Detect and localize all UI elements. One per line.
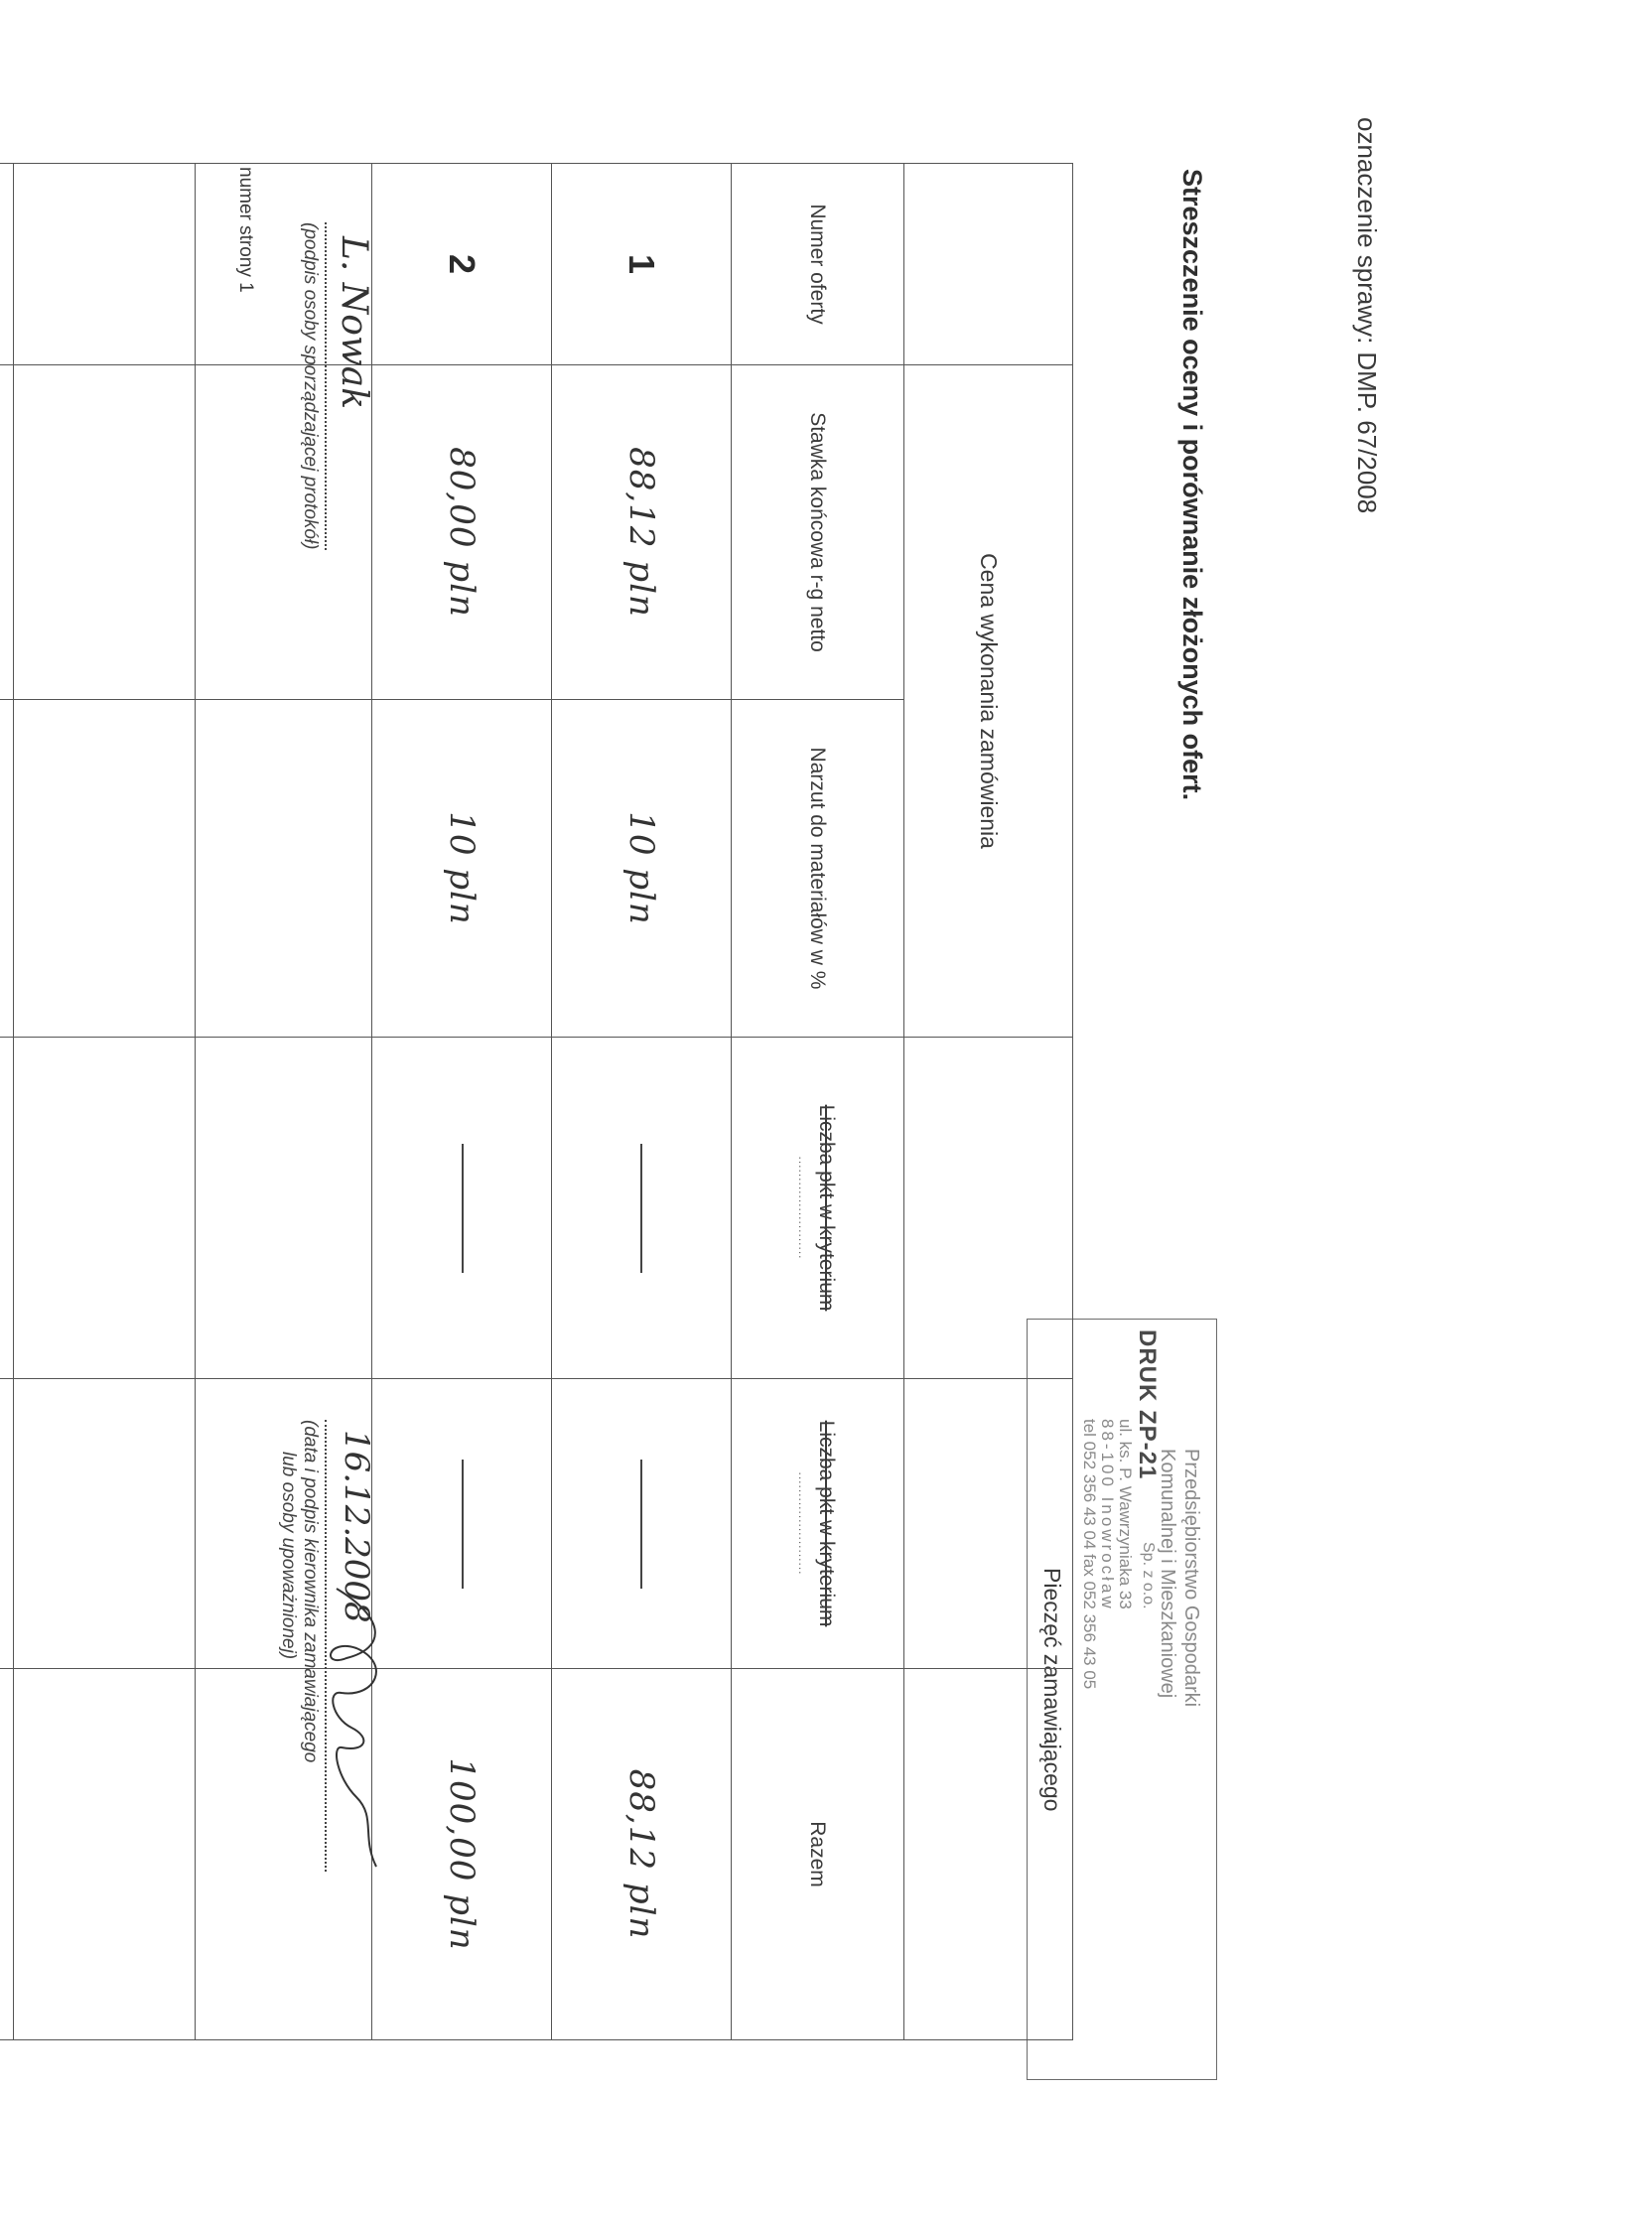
preparer-handwriting: L. Nowak: [334, 236, 374, 410]
table-row-empty: [0, 164, 14, 2040]
group-header-price: Cena wykonania zamówienia: [903, 365, 1072, 1038]
offer-2-total: 100,00 pln: [372, 1669, 552, 2040]
offer-1-total: 88,12 pln: [552, 1669, 732, 2040]
offers-table: [0, 163, 1073, 2040]
offer-1-rate: 88,12 pln: [552, 365, 732, 700]
offer-2-markup: 10 pln: [372, 700, 552, 1038]
header-total: Razem: [731, 1669, 903, 2040]
stamp-line-2: Komunalnej i Mieszkaniowej: [1157, 1449, 1178, 1699]
offer-2-criterion-2: [372, 1379, 552, 1669]
stamp-form-code: DRUK ZP-21: [1134, 1329, 1161, 1480]
table-row: [552, 164, 732, 2040]
offer-1-markup: 10 pln: [552, 700, 732, 1038]
table-group-row: [903, 164, 1072, 2040]
header-markup: Narzut do materiałów w %: [731, 700, 903, 1038]
criterion-2-label: Liczba pkt w kryterium: [815, 1420, 839, 1627]
offer-1-criterion-1: [552, 1038, 732, 1379]
offer-2-number: 2: [372, 164, 552, 365]
stamp-address-2: 88-100 Inowrocław: [1098, 1419, 1117, 1611]
manager-dotted-line: [325, 1420, 327, 1872]
table-row: [372, 164, 552, 2040]
dash-mark: [462, 1144, 464, 1273]
signature-flourish-icon: [317, 1579, 396, 1877]
manager-caption-1: (data i podpis kierownika zamawiającego: [300, 1420, 321, 1763]
manager-date-handwriting: 16.12.2008: [337, 1430, 376, 1623]
criterion-2-dots: ........................: [796, 1471, 811, 1576]
page-number: numer strony 1: [235, 167, 256, 293]
manager-caption-2: lub osoby upoważnionej): [278, 1452, 299, 1660]
criterion-1-label: Liczba pkt w kryterium: [815, 1104, 839, 1312]
header-criterion-1: [731, 1038, 903, 1379]
stamp-caption: Pieczęć zamawiającego: [1039, 1568, 1065, 1812]
stamp-address-1: ul. ks. P. Wawrzyniaka 33: [1116, 1419, 1135, 1609]
header-offer-number: Numer oferty: [731, 164, 903, 365]
header-criterion-2: [731, 1379, 903, 1669]
case-value: DMP. 67/2008: [1352, 351, 1382, 514]
header-final-rate: Stawka końcowa r-g netto: [731, 365, 903, 700]
offer-2-criterion-1: [372, 1038, 552, 1379]
preparer-dotted-line: [325, 222, 327, 550]
stamp-phone: tel 052 356 43 04 fax 052 356 43 05: [1080, 1419, 1099, 1690]
offer-1-criterion-2: [552, 1379, 732, 1669]
dash-mark: [462, 1460, 464, 1589]
stamp-company-suffix: Sp. z o.o.: [1140, 1542, 1157, 1609]
case-reference: [1351, 117, 1382, 513]
offer-1-number: 1: [552, 164, 732, 365]
criterion-1-dots: ........................: [796, 1156, 811, 1260]
table-row-empty: [14, 164, 195, 2040]
table-header-row: [731, 164, 903, 2040]
document-title: Streszczenie oceny i porównanie złożonych ofert.: [1177, 169, 1207, 801]
dash-mark: [640, 1460, 642, 1589]
offer-2-rate: 80,00 pln: [372, 365, 552, 700]
case-label: oznaczenie sprawy:: [1352, 117, 1382, 345]
preparer-caption: (podpis osoby sporządzającej protokół): [300, 222, 321, 550]
dash-mark: [640, 1144, 642, 1273]
stamp-line-1: Przedsiębiorstwo Gospodarki: [1180, 1449, 1202, 1708]
